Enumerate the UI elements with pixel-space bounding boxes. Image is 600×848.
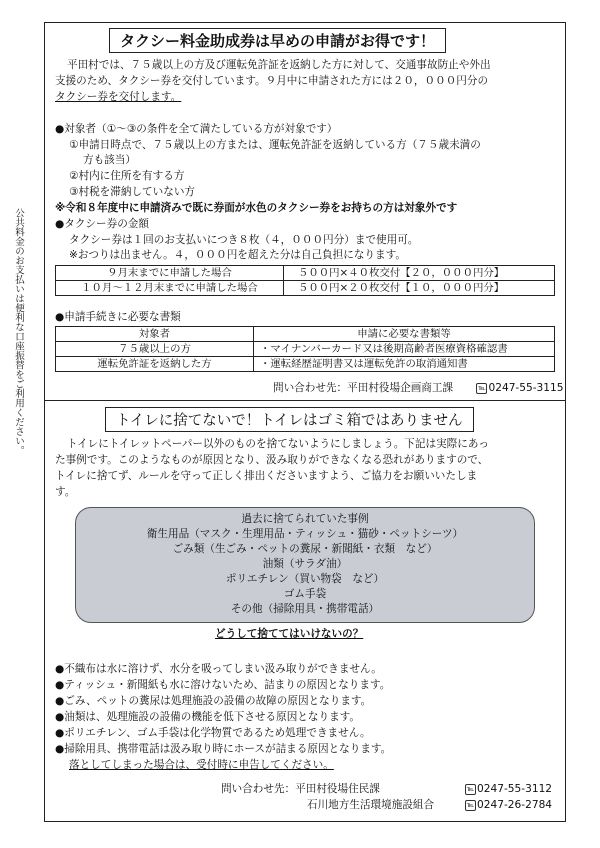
warning-note: ※令和８年度中に申請済みで既に券面が水色のタクシー券をお持ちの方は対象外です [55,202,458,214]
amount-heading: ●タクシー券の金額 [55,218,149,230]
phone-icon: ℡ [466,784,475,793]
list-item: ポリエチレン（買い物袋 など） [225,573,385,585]
reason-item: ●掃除用具、携帯電話は汲み取り時にホースが詰まる原因となります。 [55,743,392,755]
taxi-contact [273,381,564,396]
reason-item: ●油類は、処理施設の設備の機能を低下させる原因となります。 [55,711,361,723]
toilet-intro-1: トイレにトイレットペーパー以外のものを捨てないようにしましょう。下記は実際にあっ [67,438,489,450]
taxi-section [44,22,566,401]
toilet-intro-3: トイレに捨てず、ルールを守って正しく排出くださいますよう、ご協力をお願いいたしま [55,470,478,482]
toilet-section [44,401,566,822]
table-row [56,342,555,357]
docs-header-who: 対象者 [56,327,254,342]
toilet-contact-label-1: 問い合わせ先：平田村役場住民課 [221,783,380,795]
taxi-contact-tel: 0247-55-3115 [488,382,564,394]
list-item: その他（掃除用具・携帯電話） [230,603,380,615]
toilet-contact-label-2: 石川地方生活環境施設組合 [307,799,435,811]
amount-detail: ５００円×２０枚交付【１０，０００円分】 [284,281,555,296]
why-heading: どうして捨ててはいけないの？ [215,628,364,640]
phone-icon: ℡ [478,383,486,392]
toilet-intro-4: す。 [55,486,76,498]
docs-table [55,326,555,372]
cases-heading: 過去に捨てられていた事例 [241,513,369,525]
condition-2: ②村内に住所を有する方 [69,170,185,182]
amount-period: ９月末までに申請した場合 [56,266,284,281]
target-heading: ●対象者（①～③の条件を全て満たしている方が対象です） [55,123,338,135]
toilet-contact-tel-2: ℡ 0247-26-2784 [466,799,553,811]
list-item: 衛生用品（マスク・生理用品・ティッシュ・猫砂・ペットシーツ） [146,528,464,540]
list-item: ゴム手袋 [283,588,327,600]
condition-3: ③村税を滞納していない方 [69,186,196,198]
table-row [56,327,555,342]
table-row [56,357,555,372]
taxi-title: タクシー料金助成券は早めの申請がお得です！ [109,28,446,53]
reason-item: ●ポリエチレン、ゴム手袋は化学物質であるため処理できません。 [55,727,371,739]
amount-line-2: ※おつりは出ません。４，０００円を超えた分は自己負担になります。 [69,249,406,261]
reason-item: ●ごみ、ペットの糞尿は処理施設の設備の故障の原因となります。 [55,695,372,707]
taxi-contact-label: 問い合わせ先：平田村役場企画商工課 [273,382,454,394]
drop-note: 落としてしまった場合は、受付時に申告してください。 [69,759,334,771]
toilet-contact-tel-1: ℡ 0247-55-3112 [466,783,553,795]
table-row [56,281,555,296]
condition-1b: 方も該当） [83,154,136,166]
amount-line-1: タクシー券は１回のお支払いにつき８枚（４，０００円分）まで使用可。 [69,234,419,246]
taxi-intro-2: 支援のため、タクシー券を交付しています。９月中に申請された方には２０，０００円分の [55,75,489,87]
reason-item: ●ティッシュ・新聞紙も水に溶けないため、詰まりの原因となります。 [55,679,391,691]
toilet-intro-2: た事例です。このようなものが原因となり、汲み取りができなくなる恐れがありますので、 [55,454,489,466]
amount-period: １０月～１２月末までに申請した場合 [56,281,284,296]
amount-table [55,265,555,296]
docs-who: 運転免許証を返納した方 [56,357,254,372]
taxi-intro-1: 平田村では、７５歳以上の方及び運転免許証を返納した方に対して、交通事故防止や外出 [67,59,491,71]
docs-header-doc: 申請に必要な書類等 [254,327,555,342]
docs-doc: ・運転経歴証明書又は運転免許の取消通知書 [254,357,555,372]
docs-who: ７５歳以上の方 [56,342,254,357]
table-row [56,266,555,281]
condition-1a: ①申請日時点で、７５歳以上の方または、運転免許証を返納している方（７５歳未満の [69,139,481,151]
side-note-vertical: 公共料金のお支払いは便利な口座振替をご利用ください。 [13,208,24,455]
docs-heading: ●申請手続きに必要な書類 [55,311,181,323]
list-item: ごみ類（生ごみ・ペットの糞尿・新聞紙・衣類 など） [172,543,438,555]
phone-icon: ℡ [466,800,475,809]
amount-detail: ５００円×４０枚交付【２０，０００円分】 [284,266,555,281]
reason-item: ●不織布は水に溶けず、水分を吸ってしまい汲み取りができません。 [55,663,382,675]
toilet-title: トイレに捨てないで！トイレはゴミ箱ではありません [105,407,474,432]
docs-doc: ・マイナンバーカード又は後期高齢者医療資格確認書 [254,342,555,357]
taxi-intro-3: タクシー券を交付します。 [55,91,182,103]
cases-box [75,507,535,623]
list-item: 油類（サラダ油） [262,558,348,570]
